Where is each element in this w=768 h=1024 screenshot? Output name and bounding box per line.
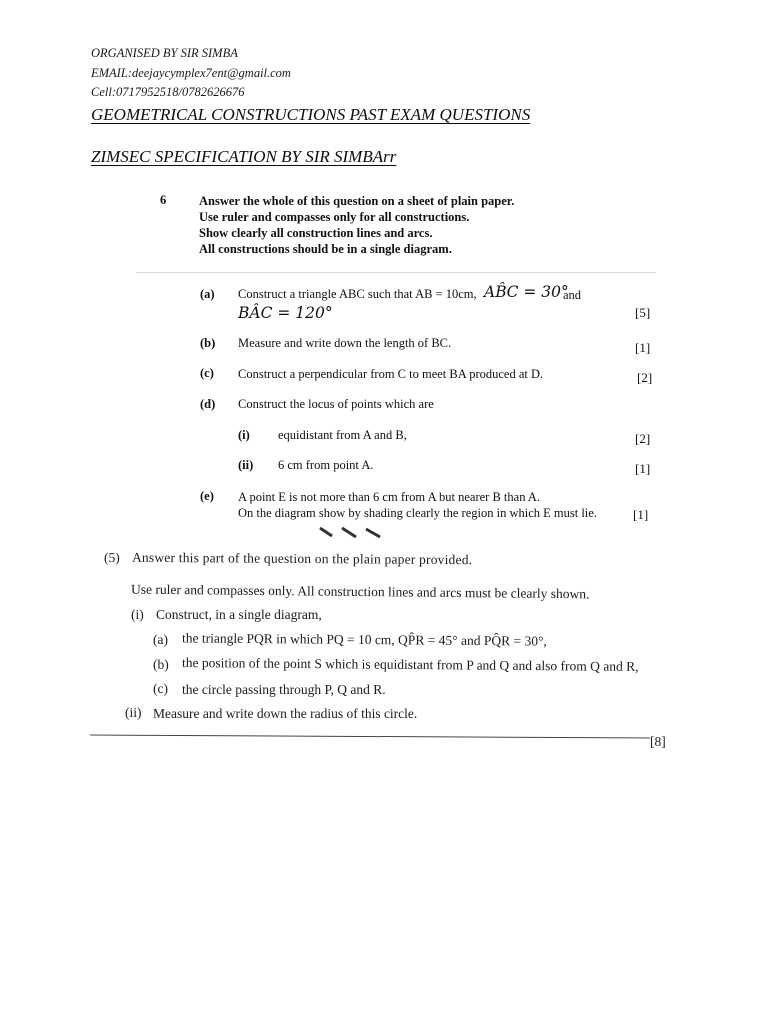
part-e-line-2: On the diagram show by shading clearly the region in which E must lie.	[238, 506, 597, 520]
part-d-ii-text: 6 cm from point A.	[278, 458, 374, 472]
q5-b-label: (b)	[153, 657, 169, 672]
part-d-i-label: (i)	[238, 428, 250, 442]
email-line: EMAIL:deejaycymplex7ent@gmail.com	[91, 65, 291, 80]
part-e-line-1: A point E is not more than 6 cm from A but nearer B than A.	[238, 490, 541, 504]
q5-marks: [8]	[650, 734, 666, 749]
question-number: 6	[160, 193, 167, 207]
part-d-i-marks: [2]	[635, 431, 651, 446]
part-a-marks: [5]	[635, 305, 651, 320]
part-c-marks: [2]	[637, 370, 653, 385]
q5-i-label: (i)	[131, 607, 144, 622]
instruction-line-3: Show clearly all construction lines and arcs.	[199, 226, 433, 240]
part-c-label: (c)	[200, 366, 214, 380]
cell-line: Cell:0717952518/0782626676	[91, 85, 245, 99]
q5-ii-label: (ii)	[125, 705, 142, 720]
q5-instruction: Use ruler and compasses only. All construction lines and arcs must be clearly shown.	[130, 581, 590, 602]
document-subtitle: ZIMSEC SPECIFICATION BY SIR SIMBArr	[91, 147, 397, 166]
q5-c-text: the circle passing through P, Q and R.	[182, 682, 386, 697]
part-a-label: (a)	[200, 287, 215, 301]
q5-a-label: (a)	[153, 632, 168, 647]
instruction-line-1: Answer the whole of this question on a sheet of plain paper.	[199, 194, 515, 208]
angle-abc: AB̂C = 30°	[484, 283, 569, 301]
part-e-label: (e)	[200, 489, 214, 503]
part-c-text: Construct a perpendicular from C to meet BA produced at D.	[238, 367, 544, 381]
q5-label: (5)	[103, 549, 120, 566]
q5-i-text: Construct, in a single diagram,	[156, 607, 322, 622]
part-d-ii-marks: [1]	[635, 461, 651, 476]
part-d-ii-label: (ii)	[238, 458, 254, 472]
part-d-i-text: equidistant from A and B,	[278, 428, 407, 442]
q5-a-text: the triangle PQR in which PQ = 10 cm, QP̂R = 45° and PQ̂R = 30°,	[181, 630, 547, 649]
divider-rule	[90, 735, 650, 739]
q5-c-label: (c)	[153, 681, 168, 696]
instruction-line-4: All constructions should be in a single diagram.	[199, 242, 452, 256]
part-b-marks: [1]	[635, 340, 651, 355]
organiser-line: ORGANISED BY SIR SIMBA	[91, 46, 238, 60]
instruction-line-2: Use ruler and compasses only for all constructions.	[199, 210, 470, 224]
part-a-text: Construct a triangle ABC such that AB = 10cm,	[238, 287, 477, 301]
q5-intro: Answer this part of the question on the plain paper provided.	[131, 549, 473, 568]
part-e-marks: [1]	[633, 507, 649, 522]
angle-bac: BÂC = 120°	[238, 304, 333, 322]
document-title: GEOMETRICAL CONSTRUCTIONS PAST EXAM QUESTIONS	[91, 105, 531, 124]
part-b-text: Measure and write down the length of BC.	[238, 336, 452, 350]
part-b-label: (b)	[200, 336, 216, 350]
part-a-and: and	[563, 288, 582, 302]
q5-b-text: the position of the point S which is equidistant from P and Q and also from Q and R,	[181, 655, 639, 674]
q5-ii-text: Measure and write down the radius of this circle.	[153, 706, 418, 721]
part-d-label: (d)	[200, 397, 216, 411]
part-d-text: Construct the locus of points which are	[238, 397, 434, 411]
